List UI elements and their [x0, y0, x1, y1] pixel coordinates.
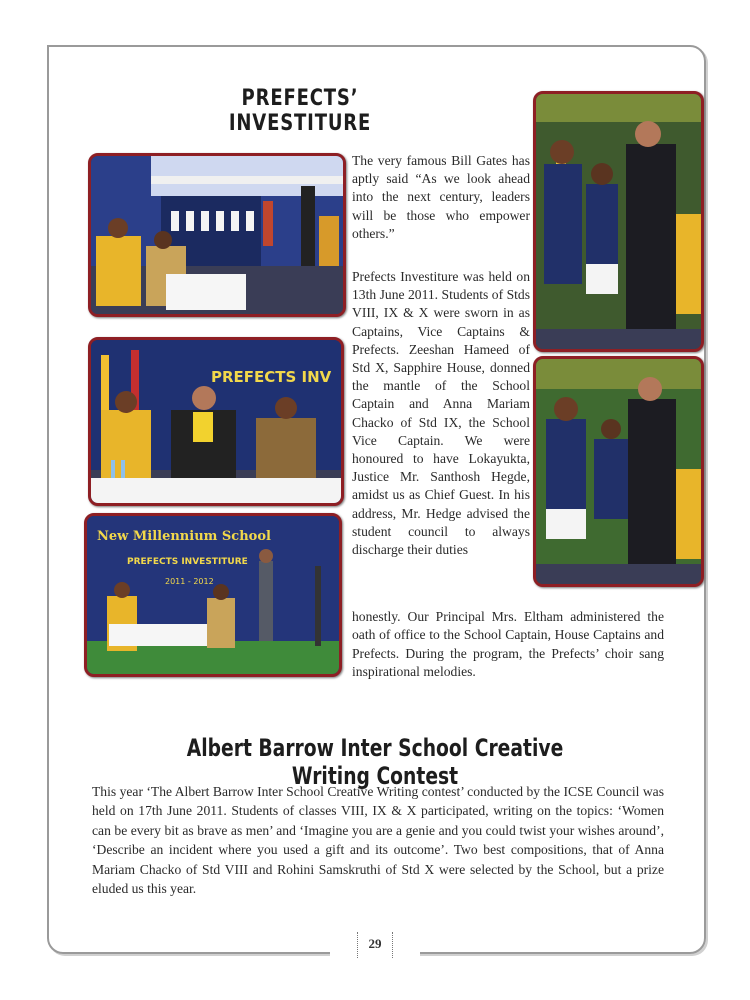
photo-handshake-1-image [536, 94, 701, 349]
photo-stage-banner [84, 513, 342, 677]
dais-banner-text: PREFECTS INV [211, 368, 332, 386]
photo-handshake-2 [533, 356, 704, 587]
banner-line-1: New Millennium School [97, 529, 271, 544]
photo-stage-wide [88, 153, 346, 317]
photo-stage-banner-image [87, 516, 339, 674]
photo-dais-image [91, 340, 341, 503]
intro-quote: The very famous Bill Gates has aptly said “As we look ahead into the next century, leaders will be those who empower others.” [352, 153, 530, 241]
prefects-body-column: Prefects Investiture was held on 13th June 2011. Students of Stds VIII, IX & X were sworn in as Captains, Vice Captains & Prefects. Zeeshan Hameed of Std X, Sapphire House, donned the mantle of the School Captain and Anna Mariam Chacko of Std IX, the School Vice Captain. We were honoured to have Lokayukta, Justice Mr. Santhosh Hegde, amidst us as Chief Guest. In his address, Mr. Hedge advised the student council to always discharge their duties [352, 269, 530, 558]
photo-handshake-1 [533, 91, 704, 352]
albert-body: This year ‘The Albert Barrow Inter School Creative Writing contest’ conducted by the ICSE Council was held on 17th June 2011. Students of classes VIII, IX & X participated, writing on the topics: ‘Women can be every bit as brave as men’ and ‘Imagine you are a genie and you could twist your wishes around’, ‘Describe an incident where you used a gift and its outcome’. Two best compositions, that of Anna Mariam Chacko of Std VIII and Rohini Samskruthi of Std X were selected by the School, but a prize eluded us this year. [92, 784, 664, 897]
photo-dais [88, 337, 344, 506]
banner-line-2: PREFECTS INVESTITURE [127, 557, 248, 567]
photo-handshake-2-image [536, 359, 701, 584]
prefects-title: PREFECTS’ INVESTITURE [228, 86, 372, 136]
page-number: 29 [345, 936, 405, 952]
banner-line-3: 2011 - 2012 [165, 577, 214, 586]
prefects-body-continued: honestly. Our Principal Mrs. Eltham administered the oath of office to the School Captain, House Captains and Prefects. During the program, the Prefects’ choir sang inspirational melodies. [352, 609, 664, 680]
albert-title: Albert Barrow Inter School Creative Writing Contest [186, 734, 564, 790]
photo-stage-wide-image [91, 156, 343, 314]
